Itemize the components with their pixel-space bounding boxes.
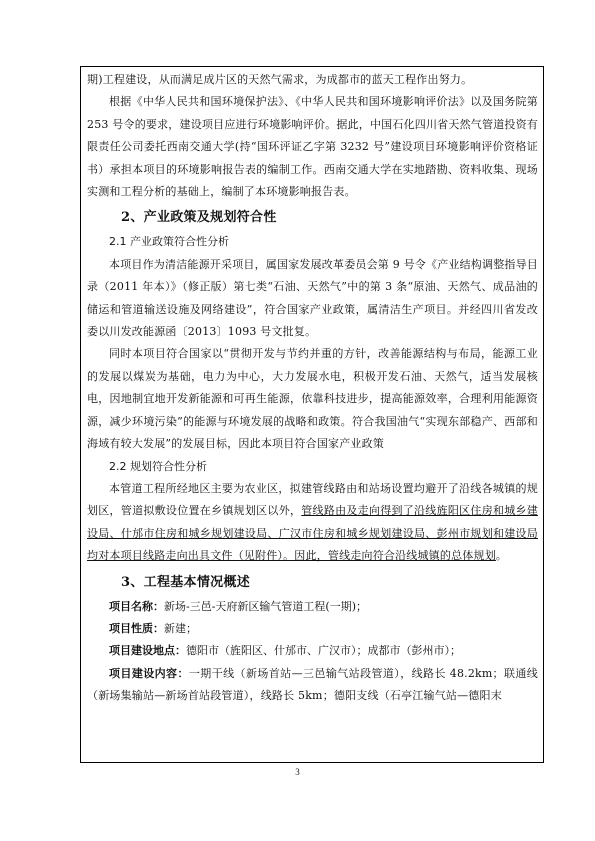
item-label: 项目建设地点： xyxy=(109,644,186,658)
section-2-title: 2、产业政策及规划符合性 xyxy=(121,210,277,226)
item-project-name xyxy=(87,596,538,618)
subsection-2-1-title: 2.1 产业政策符合性分析 xyxy=(109,235,229,249)
paragraph-eia-basis: 根据《中华人民共和国环境保护法》、《中华人民共和国环境影响评价法》以及国务院第 253 号令的要求，建设项目应进行环境影响评价。据此，中国石化四川省天然气管道投资有限责任公司委托西南交通大学(持“国环评证乙字第 3232 号”建设项目环境影响评价资格证书）承担本项目的环境影响报告表的编制工作。西南交通大学在实地踏勘、资料收集、现场实测和工程分析的基础上，编制了本环境影响报告表。 xyxy=(87,95,538,199)
page-number: 3 xyxy=(295,767,300,777)
item-label: 项目名称： xyxy=(109,599,164,613)
item-label: 项目建设内容： xyxy=(109,666,189,680)
section-3-title: 3、工程基本情况概述 xyxy=(121,574,251,590)
item-project-content xyxy=(87,663,538,708)
item-value: 新场-三邑-天府新区输气管道工程(一期)； xyxy=(164,599,368,613)
item-project-location xyxy=(87,640,538,662)
planning-text-plain: 本管道工程所经地区主要为农业区，拟建管线路由和站场设置均避开了沿线各城镇的规划区，管道拟敷设位置在乡镇规划区以外， xyxy=(87,481,538,518)
paragraph-planning-compliance xyxy=(87,478,538,568)
content-frame xyxy=(80,66,544,763)
planning-text-end: 。 xyxy=(495,549,508,563)
item-label: 项目性质： xyxy=(109,621,164,635)
item-value: 一期干线（新场首站—三邑输气站段管道），线路长 48.2km；联通线（新场集输站—新场首站段管道），线路长 5km；德阳支线（石亭江输气站—德阳末 xyxy=(87,666,538,703)
paragraph-industry-policy: 本项目作为清洁能源开采项目，属国家发展改革委员会第 9 号令《产业结构调整指导目录（2011 年本）》（修正版）第七类“石油、天然气”中的第 3 条“原油、天然气、成品油的储运和管道输送设施及网络建设”，符合国家产业政策，属清洁生产项目。并经四川省发改委以川发改能源函〔2013〕1093 号文批复。 xyxy=(87,257,538,339)
item-value: 德阳市（旌阳区、什邡市、广汉市）；成都市（彭州市）； xyxy=(186,644,461,658)
paragraph-intro-end: 期)工程建设，从而满足成片区的天然气需求，为成都市的蓝天工程作出努力。 xyxy=(87,73,473,86)
paragraph-energy-strategy: 同时本项目符合国家以“贯彻开发与节约并重的方针，改善能源结构与布局，能源工业的发展以煤炭为基础，电力为中心，大力发展水电，积极开发石油、天然气，适当发展核电，因地制宜地开发新能源和可再生能源，依靠科技进步，提高能源效率，合理利用能源资源，减少环境污染”的能源与环境发展的战略和政策。符合我国油气“实现东部稳产、西部和海域有较大发展”的发展目标，因此本项目符合国家产业政策 xyxy=(87,347,538,451)
subsection-2-2-title: 2.2 规划符合性分析 xyxy=(109,459,207,473)
item-value: 新建； xyxy=(164,621,197,635)
planning-text-underlined: 管线路由及走向得到了沿线旌阳区住房和城乡建设局、什邡市住房和城乡规划建设局、广汉市住房和城乡规划建设局、彭州市规划和建设局均对本项目线路走向出具文件（见附件）。因此，管线走向符合沿线城镇的总体规划 xyxy=(87,504,538,563)
item-project-nature xyxy=(87,618,538,640)
